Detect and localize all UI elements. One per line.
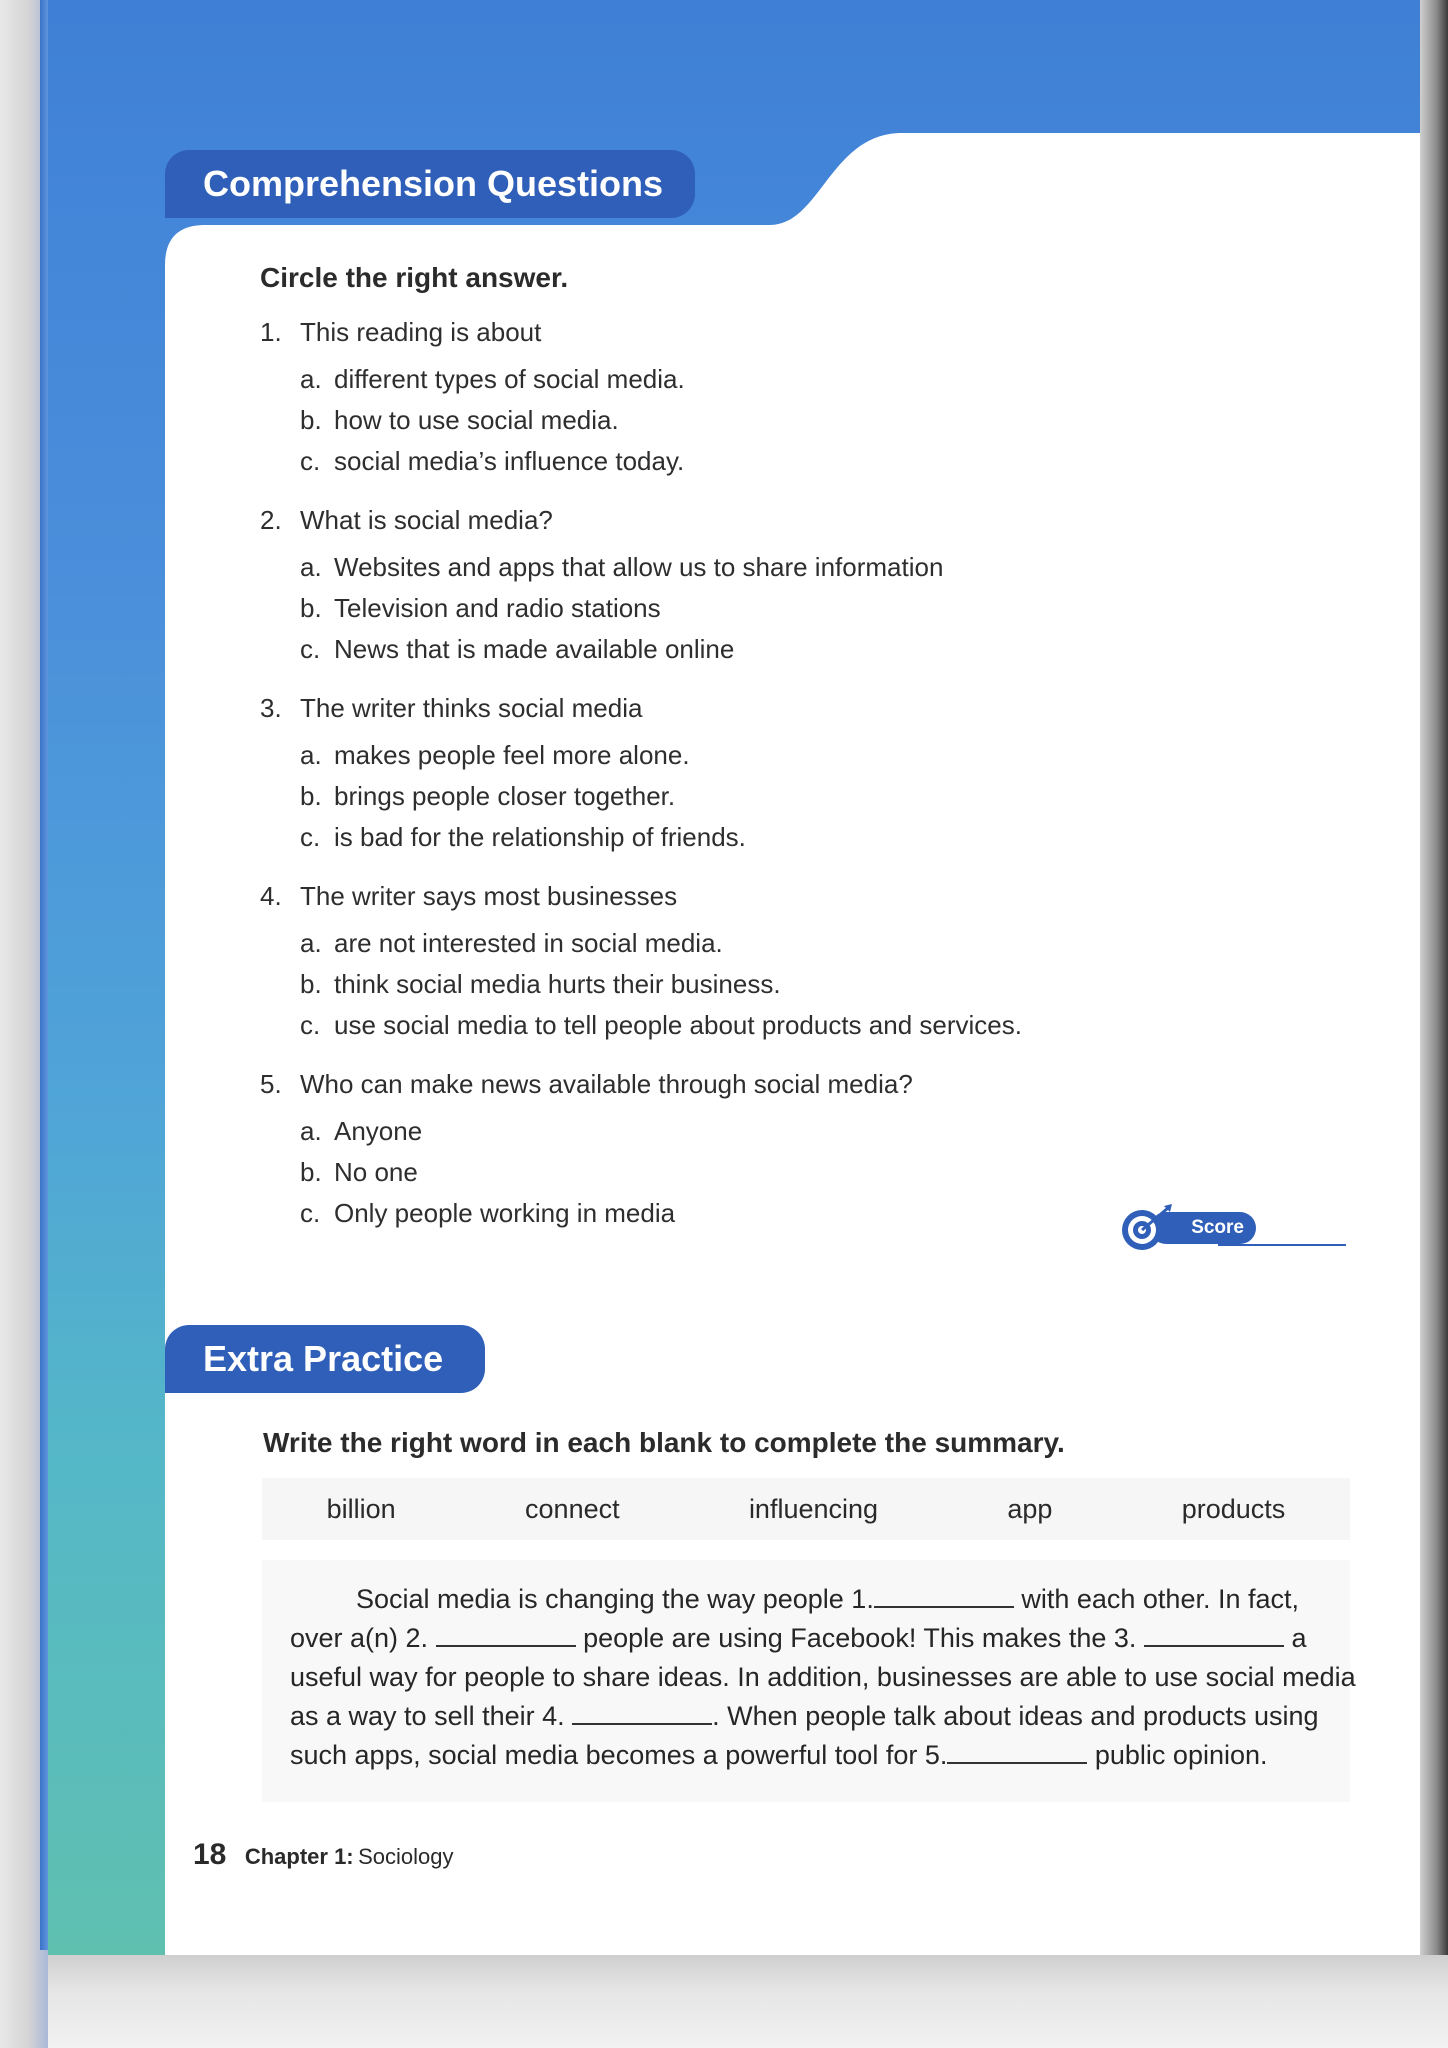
question-text: 5. Who can make news available through social media? (260, 1069, 913, 1099)
question (260, 876, 1160, 1046)
answer-option[interactable]: c. social media’s influence today. (300, 446, 685, 476)
page-right-edge (1420, 0, 1448, 2048)
question-text: 1. This reading is about (260, 317, 542, 347)
word-bank-item: app (1007, 1493, 1053, 1524)
word-bank-item: influencing (748, 1493, 879, 1524)
blank-3[interactable] (1144, 1623, 1284, 1647)
answer-option[interactable]: a. are not interested in social media. (300, 928, 723, 958)
blank-1[interactable] (874, 1584, 1014, 1608)
summary-line: over a(n) 2. people are using Facebook! This makes the 3. a (290, 1623, 1307, 1653)
summary-line: Social media is changing the way people 1. with each other. In fact, (356, 1584, 1300, 1614)
comprehension-instruction: Circle the right answer. (260, 262, 569, 293)
page-number: 18 (193, 1838, 227, 1871)
answer-option[interactable]: c. use social media to tell people about products and services. (300, 1010, 1022, 1040)
summary-passage (262, 1560, 1356, 1802)
page-footer (193, 1838, 453, 1872)
bottom-shadow (48, 1955, 1448, 2048)
question-list (260, 312, 1160, 1252)
answer-option[interactable]: b. how to use social media. (300, 405, 619, 435)
summary-line: useful way for people to share ideas. In addition, businesses are able to use social media (290, 1662, 1356, 1692)
answer-option[interactable]: c. News that is made available online (300, 634, 735, 664)
answer-option[interactable]: b. brings people closer together. (300, 781, 676, 811)
chapter-label: Chapter 1: (244, 1844, 354, 1869)
blank-4[interactable] (572, 1701, 712, 1725)
answer-option[interactable]: b. No one (300, 1157, 418, 1187)
blank-2[interactable] (436, 1623, 576, 1647)
question (260, 1064, 1160, 1234)
comprehension-heading-text: Comprehension Questions (203, 163, 664, 204)
score-field[interactable] (1118, 1198, 1346, 1254)
chapter-name: Sociology (358, 1844, 454, 1869)
word-bank-item: connect (525, 1493, 620, 1524)
extra-instruction: Write the right word in each blank to complete the summary. (263, 1427, 1065, 1458)
question (260, 688, 1160, 858)
question (260, 500, 1160, 670)
extra-practice-heading-text: Extra Practice (203, 1338, 444, 1379)
answer-option[interactable]: b. think social media hurts their business. (300, 969, 781, 999)
extra-practice-heading (165, 1325, 485, 1393)
word-bank (262, 1478, 1350, 1540)
summary-line: as a way to sell their 4. . When people talk about ideas and products using (290, 1701, 1319, 1731)
answer-option[interactable]: a. Anyone (300, 1116, 423, 1146)
question (260, 312, 1160, 482)
answer-option[interactable]: a. different types of social media. (300, 364, 685, 394)
question-text: 3. The writer thinks social media (260, 693, 643, 723)
target-icon (1118, 1202, 1174, 1252)
answer-option[interactable]: c. is bad for the relationship of friends. (300, 822, 746, 852)
word-bank-item: products (1181, 1493, 1286, 1524)
question-text: 4. The writer says most businesses (260, 881, 678, 911)
answer-option[interactable]: b. Television and radio stations (300, 593, 661, 623)
word-bank-item: billion (326, 1493, 396, 1524)
score-line (1218, 1244, 1346, 1246)
blank-5[interactable] (947, 1740, 1087, 1764)
score-label: Score (1150, 1212, 1256, 1244)
answer-option[interactable]: a. makes people feel more alone. (300, 740, 690, 770)
question-text: 2. What is social media? (260, 505, 553, 535)
answer-option[interactable]: a. Websites and apps that allow us to share information (300, 552, 944, 582)
answer-option[interactable]: c. Only people working in media (300, 1198, 676, 1228)
summary-line: such apps, social media becomes a powerful tool for 5. public opinion. (290, 1740, 1268, 1770)
comprehension-heading (165, 150, 695, 218)
